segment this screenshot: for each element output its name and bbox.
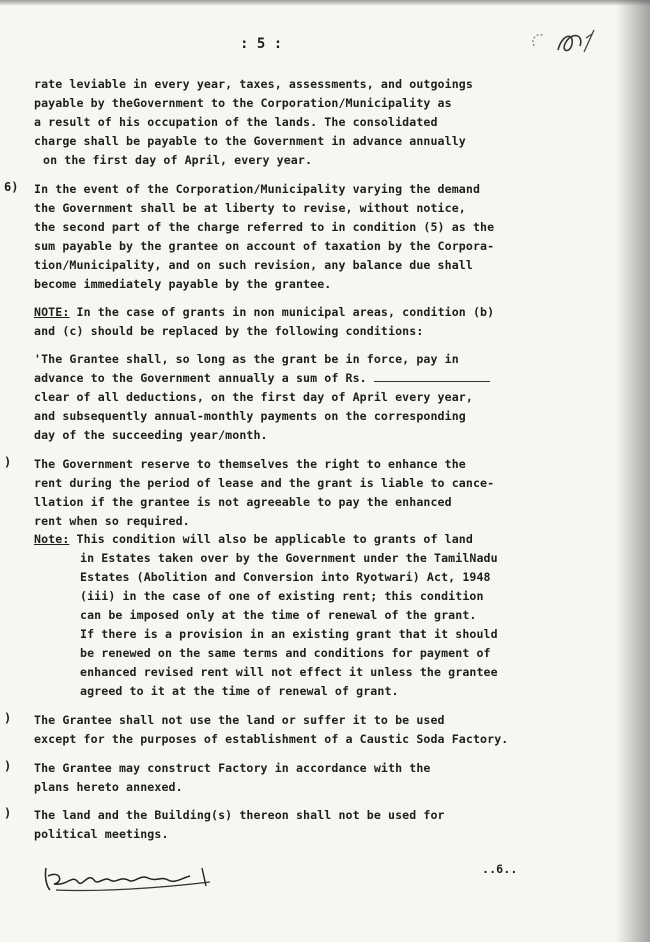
scan-top-shadow (0, 0, 650, 6)
text-line: agreed to it at the time of renewal of grant. (80, 684, 399, 698)
condition-number: ) (4, 455, 12, 469)
condition-number: ) (4, 806, 12, 820)
note-line: NOTE: In the case of grants in non municipal areas, condition (b) (34, 305, 495, 319)
condition-number: ) (4, 759, 12, 773)
condition-number: ) (4, 711, 12, 725)
text-line: the second part of the charge referred to in condition (5) as the (34, 220, 495, 234)
text-line: Estates (Abolition and Conversion into Ryotwari) Act, 1948 (80, 570, 491, 584)
note-label: NOTE: (34, 305, 70, 319)
text-line: tion/Municipality, and on such revision, any balance due shall (34, 258, 473, 272)
text-line: The land and the Building(s) thereon shall not be used for (34, 808, 445, 822)
note-line: Note: This condition will also be applicable to grants of land (34, 532, 473, 546)
text-line: llation if the grantee is not agreeable to pay the enhanced (34, 495, 452, 509)
text-line: in Estates taken over by the Government under the TamilNadu (80, 551, 498, 565)
text-line: and subsequently annual-monthly payments on the corresponding (34, 409, 466, 423)
handwritten-signature (40, 858, 220, 898)
note-label: Note: (34, 532, 70, 546)
text-line: the Government shall be at liberty to revise, without notice, (34, 201, 466, 215)
text-line: be renewed on the same terms and conditions for payment of (80, 646, 491, 660)
text-line: and (c) should be replaced by the following conditions: (34, 324, 424, 338)
text-line: The Grantee shall not use the land or suffer it to be used (34, 713, 445, 727)
text-line: In the event of the Corporation/Municipality varying the demand (34, 182, 481, 196)
text-line: rent during the period of lease and the grant is liable to cance- (34, 476, 495, 490)
text-line: (iii) in the case of one of existing rent; this condition (80, 589, 484, 603)
text-line: political meetings. (34, 827, 169, 841)
text-line: If there is a provision in an existing grant that it should (80, 627, 498, 641)
text-line: 'The Grantee shall, so long as the grant be in force, pay in (34, 352, 459, 366)
page-number-header: : 5 : (240, 36, 283, 52)
text-line-with-blank: advance to the Government annually a sum of Rs. (34, 371, 490, 385)
continued-marker: ..6.. (482, 862, 518, 876)
text-line: charge shall be payable to the Government in advance annually (34, 134, 466, 148)
text-line: rate leviable in every year, taxes, assessments, and outgoings (34, 77, 473, 91)
text-line: a result of his occupation of the lands. The consolidated (34, 115, 438, 129)
text-line: rent when so required. (34, 514, 190, 528)
text-line: become immediately payable by the grantee. (34, 277, 332, 291)
scan-right-shadow (616, 0, 650, 942)
text-line: on the first day of April, every year. (43, 153, 313, 167)
text-line: can be imposed only at the time of renewal of the grant. (80, 608, 477, 622)
text-line: The Government reserve to themselves the right to enhance the (34, 457, 466, 471)
text-line: except for the purposes of establishment of a Caustic Soda Factory. (34, 732, 509, 746)
text-line: enhanced revised rent will not effect it unless the grantee (80, 665, 498, 679)
handwritten-initial-mark (528, 24, 604, 60)
text-line: clear of all deductions, on the first day of April every year, (34, 390, 473, 404)
text-line: payable by theGovernment to the Corporation/Municipality as (34, 96, 452, 110)
text-line: day of the succeeding year/month. (34, 428, 268, 442)
text-line: plans hereto annexed. (34, 780, 183, 794)
amount-blank (374, 372, 490, 382)
text-line: sum payable by the grantee on account of taxation by the Corpora- (34, 239, 495, 253)
condition-number: 6) (4, 180, 19, 194)
text-line: The Grantee may construct Factory in accordance with the (34, 761, 431, 775)
page-number: 5 (256, 36, 266, 52)
